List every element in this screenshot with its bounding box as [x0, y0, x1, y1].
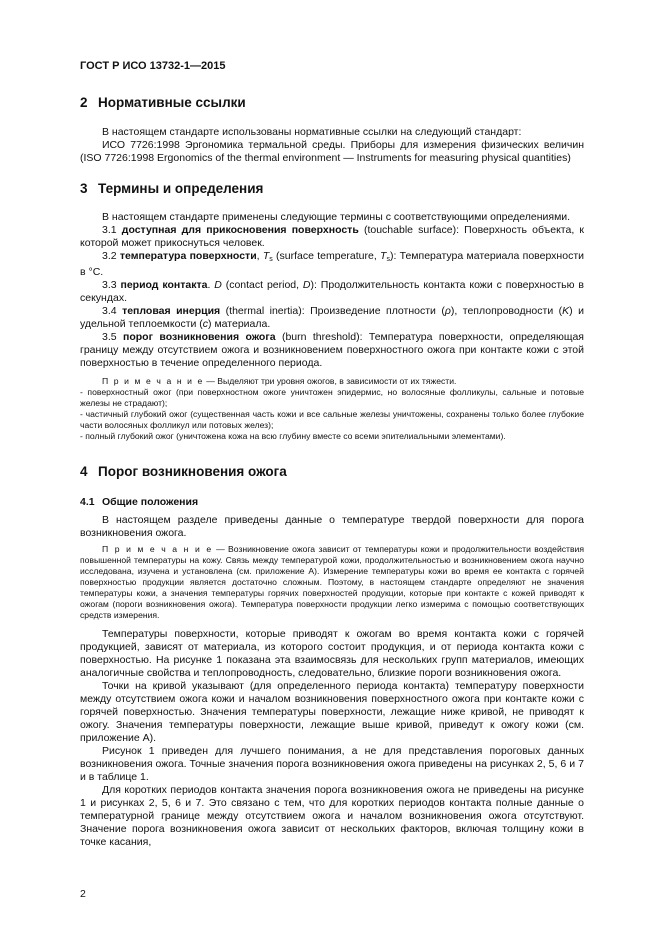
section-title: Нормативные ссылки — [98, 95, 246, 110]
term-3-3: 3.3 период контакта. D (contact period, D): Продолжительность контакта кожи с поверхностью в секундах. — [80, 279, 584, 304]
subsection-4-1-heading — [80, 496, 584, 508]
section-title: Термины и определения — [98, 181, 264, 196]
term-3-5: 3.5 порог возникновения ожога (burn threshold): Температура поверхности, определяющая границу между отсутствием ожога и возникновением поверхностного ожога при контакте кожи с этой поверхностью в течение определенного периода. — [80, 331, 584, 369]
paragraph: ИСО 7726:1998 Эргономика термальной среды. Приборы для измерения физических величин (ISO 7726:1998 Ergonomics of the thermal environment — Instruments for measuring physical quantities) — [80, 139, 584, 164]
paragraph: В настоящем стандарте использованы нормативные ссылки на следующий стандарт: — [102, 126, 522, 138]
section-title: Порог возникновения ожога — [98, 464, 287, 479]
note-item: - полный глубокий ожог (уничтожена кожа на всю глубину вместе со всеми эпителиальными элементами). — [80, 431, 506, 441]
note-item: - частичный глубокий ожог (существенная часть кожи и все сальные железы уничтожены, сохранены только более глубокие части волосяных фолликул или потовых желез); — [80, 409, 584, 430]
note-item: - поверхностный ожог (при поверхностном ожоге уничтожен эпидермис, но волосяные фолликулы, сальные и потовые железы не страдают); — [80, 387, 584, 408]
term-3-2: 3.2 температура поверхности, $T_s$ (surface temperature, $T_s$): Температура материала поверхности в °C. — [80, 250, 584, 278]
paragraph: Температуры поверхности, которые приводят к ожогам во время контакта кожи с горячей продукцией, зависят от материала, из которого состоит продукция, и от периода контакта кожи с поверхностью. На рисунке 1 показана эта взаимосвязь для нескольких групп материалов, имеющих аналогичные свойства и теплопроводность, следовательно, близкие пороги возникновения ожога. — [80, 628, 584, 679]
paragraph: Для коротких периодов контакта значения порога возникновения ожога не приведены на рисунке 1 и рисунках 2, 5, 6 и 7. Это связано с тем, что для коротких периодов контакта полные данные о температурной границе между отсутствием ожога и началом возникновения ожога отсутствуют. Значение порога возникновения ожога зависит от нескольких факторов, включая толщину кожи в точке касания, — [80, 784, 584, 848]
section-4-body — [80, 514, 584, 849]
term-3-1: 3.1 доступная для прикосновения поверхность (touchable surface): Поверхность объекта, к которой может прикоснуться человек. — [80, 224, 585, 249]
note: П р и м е ч а н и е — Возникновение ожога зависит от температуры кожи и продолжительности воздействия повышенной температуры на кожу. Связь между температурой кожи, продолжительностью и возникновением ожога научно исследована, изучена и установлена (см. приложение А). Измерение температуры кожи во время ее контакта с горячей поверхностью продукции является достаточно сложным. Поэтому, в настоящем стандарте определяют не значения температуры кожи, а значения температуры горячих поверхностей продукции, которые при контакте с кожей приводят к ожогам (пороги возникновения ожога). Температура поверхности продукции легко измерима с помощью соответствующих средств измерения. — [80, 544, 585, 620]
paragraph: В настоящем стандарте применены следующие термины с соответствующими определениями. — [102, 211, 571, 223]
section-number: 3 — [80, 181, 88, 196]
term-3-4: 3.4 тепловая инерция (thermal inertia): Произведение плотности (ρ), теплопроводности (K) и удельной теплоемкости (c) материала. — [80, 305, 584, 330]
subsection-title: Общие положения — [102, 496, 199, 508]
section-number: 4 — [80, 464, 88, 479]
section-3-body — [80, 211, 584, 370]
subsection-number: 4.1 — [80, 496, 95, 508]
section-4-heading — [80, 464, 584, 479]
document-header: ГОСТ Р ИСО 13732-1—2015 — [80, 60, 226, 72]
paragraph: В настоящем разделе приведены данные о температуре твердой поверхности для порога возникновения ожога. — [80, 514, 584, 539]
paragraph: Точки на кривой указывают (для определенного периода контакта) температуру поверхности между отсутствием ожога кожи и началом возникновения поверхностного ожога при контакте кожи с горячей поверхностью. Значения температуры поверхности, лежащие ниже кривой, не приводят к ожогу. Значения температуры поверхности, лежащие выше кривой, приведут к ожогу кожи (см. приложение А). — [80, 680, 584, 744]
section-3-note — [80, 376, 584, 442]
page-number: 2 — [80, 888, 86, 900]
note-heading: П р и м е ч а н и е — Выделяют три уровня ожогов, в зависимости от их тяжести. — [102, 376, 457, 386]
paragraph: Рисунок 1 приведен для лучшего понимания, а не для представления пороговых данных возникновения ожога. Точные значения порога возникновения ожога приведены на рисунках 2, 5, 6 и 7 и в таблице 1. — [80, 745, 584, 783]
section-2-body — [80, 126, 584, 165]
section-number: 2 — [80, 95, 88, 110]
section-3-heading — [80, 181, 584, 196]
section-2-heading — [80, 95, 584, 110]
